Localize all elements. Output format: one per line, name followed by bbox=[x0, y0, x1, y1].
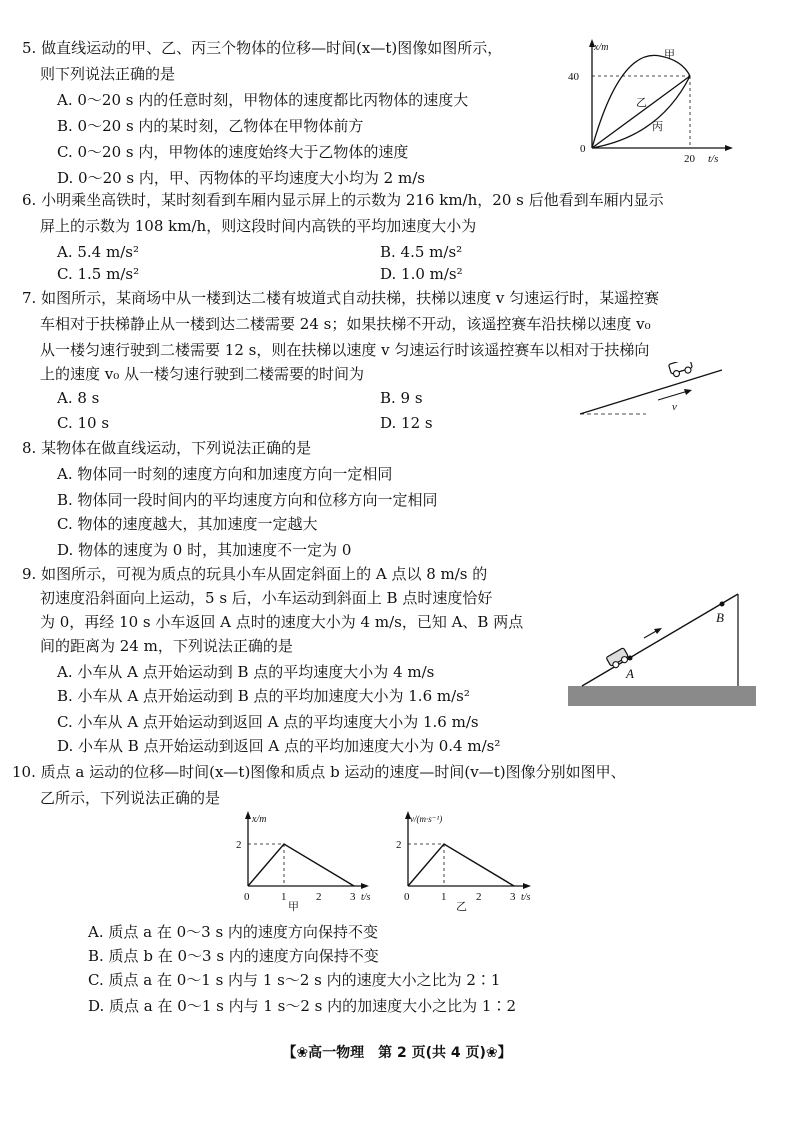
q7-option-b: B. 9 s bbox=[380, 389, 423, 407]
q7-stem-line1: 7. 如图所示，某商场中从一楼到达二楼有坡道式自动扶梯，扶梯以速度 v 匀速运行时，某遥控赛 bbox=[22, 289, 660, 307]
q5-label-jia: 甲 bbox=[664, 49, 675, 61]
q5-stem-line2: 则下列说法正确的是 bbox=[40, 65, 176, 83]
q6-option-b: B. 4.5 m/s² bbox=[380, 243, 463, 261]
q10-option-b: B. 质点 b 在 0～3 s 内的速度方向保持不变 bbox=[88, 947, 379, 965]
q10-yi-caption: 乙 bbox=[456, 901, 467, 912]
q6-stem-line1: 6. 小明乘坐高铁时，某时刻看到车厢内显示屏上的示数为 216 km/h，20 s 后他看到车厢内显示 bbox=[22, 191, 664, 209]
q8-option-d: D. 物体的速度为 0 时，其加速度不一定为 0 bbox=[57, 541, 352, 559]
q9-option-d: D. 小车从 B 点开始运动到返回 A 点的平均加速度大小为 0.4 m/s² bbox=[57, 737, 501, 755]
q10-option-c: C. 质点 a 在 0～1 s 内与 1 s～2 s 内的速度大小之比为 2∶1 bbox=[88, 971, 501, 989]
q5-label-yi: 乙 bbox=[636, 97, 647, 109]
q5-x20-tick: 20 bbox=[684, 153, 695, 165]
q5-option-c: C. 0～20 s 内，甲物体的速度始终大于乙物体的速度 bbox=[57, 143, 409, 161]
q10-option-d: D. 质点 a 在 0～1 s 内与 1 s～2 s 内的加速度大小之比为 1∶2 bbox=[88, 997, 517, 1015]
q10-jia-t1: 1 bbox=[281, 891, 287, 903]
q8-option-b: B. 物体同一段时间内的平均速度方向和位移方向一定相同 bbox=[57, 491, 438, 509]
q10-yi-t3: 3 bbox=[510, 891, 516, 903]
q6-stem-line2: 屏上的示数为 108 km/h，则这段时间内高铁的平均加速度大小为 bbox=[40, 217, 477, 235]
q7-escalator-figure bbox=[576, 362, 726, 418]
q9-option-b: B. 小车从 A 点开始运动到 B 点的平均加速度大小为 1.6 m/s² bbox=[57, 687, 470, 705]
q8-option-a: A. 物体同一时刻的速度方向和加速度方向一定相同 bbox=[57, 465, 393, 483]
q7-stem-line2: 车相对于扶梯静止从一楼到达二楼需要 24 s；如果扶梯不开动，该遥控赛车沿扶梯以速度 v₀ bbox=[40, 315, 651, 333]
q10-option-a: A. 质点 a 在 0～3 s 内的速度方向保持不变 bbox=[88, 923, 378, 941]
q8-option-c: C. 物体的速度越大，其加速度一定越大 bbox=[57, 515, 318, 533]
q10-jia-t3: 3 bbox=[350, 891, 356, 903]
q10-yi-y2: 2 bbox=[396, 839, 402, 851]
q10-yi-t2: 2 bbox=[476, 891, 482, 903]
q10-jia-caption: 甲 bbox=[288, 901, 299, 912]
q10-jia-y2: 2 bbox=[236, 839, 242, 851]
page-footer: 【❀高一物理 第 2 页(共 4 页)❀】 bbox=[282, 1045, 512, 1061]
q10-graph-yi bbox=[390, 808, 540, 912]
q9-point-b-label: B bbox=[716, 610, 724, 625]
q10-graph-jia bbox=[228, 808, 378, 912]
q5-option-a: A. 0～20 s 内的任意时刻，甲物体的速度都比丙物体的速度大 bbox=[57, 91, 469, 109]
q5-label-bing: 丙 bbox=[652, 121, 663, 133]
q5-y40-tick: 40 bbox=[568, 71, 579, 83]
q10-stem-line2: 乙所示，下列说法正确的是 bbox=[40, 789, 221, 807]
q5-stem-line1: 5. 做直线运动的甲、乙、丙三个物体的位移—时间(x—t)图像如图所示， bbox=[22, 39, 503, 57]
q9-stem-line1: 9. 如图所示，可视为质点的玩具小车从固定斜面上的 A 点以 8 m/s 的 bbox=[22, 565, 488, 583]
q7-stem-line3: 从一楼匀速行驶到二楼需要 12 s，则在扶梯以速度 v 匀速运行时该遥控赛车以相对于扶梯向 bbox=[40, 341, 650, 359]
q9-stem-line3: 为 0，再经 10 s 小车返回 A 点时的速度大小为 4 m/s，已知 A、B 两点 bbox=[40, 613, 524, 631]
q7-option-c: C. 10 s bbox=[57, 414, 110, 432]
q7-race-car-icon bbox=[668, 362, 693, 378]
q10-yi-xlabel: t/s bbox=[521, 892, 531, 903]
q9-point-a-label: A bbox=[626, 666, 634, 681]
q5-ylabel: x/m bbox=[594, 42, 609, 53]
q5-xlabel: t/s bbox=[708, 153, 719, 165]
q7-stem-line4: 上的速度 v₀ 从一楼匀速行驶到二楼需要的时间为 bbox=[40, 365, 365, 383]
q9-incline-figure bbox=[566, 586, 758, 710]
q5-option-d: D. 0～20 s 内，甲、丙物体的平均速度大小均为 2 m/s bbox=[57, 169, 425, 187]
q9-stem-line2: 初速度沿斜面向上运动，5 s 后，小车运动到斜面上 B 点时速度恰好 bbox=[40, 589, 493, 607]
q5-option-b: B. 0～20 s 内的某时刻，乙物体在甲物体前方 bbox=[57, 117, 364, 135]
q10-jia-origin: 0 bbox=[244, 891, 250, 903]
q10-yi-origin: 0 bbox=[404, 891, 410, 903]
q6-option-d: D. 1.0 m/s² bbox=[380, 265, 463, 283]
q7-option-a: A. 8 s bbox=[57, 389, 100, 407]
q8-stem: 8. 某物体在做直线运动，下列说法正确的是 bbox=[22, 439, 312, 457]
q9-option-a: A. 小车从 A 点开始运动到 B 点的平均速度大小为 4 m/s bbox=[57, 663, 435, 681]
q10-yi-t1: 1 bbox=[441, 891, 447, 903]
q7-v-label: v bbox=[672, 401, 677, 413]
q9-stem-line4: 间的距离为 24 m，下列说法正确的是 bbox=[40, 637, 293, 655]
q5-xt-graph bbox=[560, 36, 740, 166]
q10-jia-xlabel: t/s bbox=[361, 892, 371, 903]
q9-option-c: C. 小车从 A 点开始运动到返回 A 点的平均速度大小为 1.6 m/s bbox=[57, 713, 479, 731]
q10-stem-line1: 10. 质点 a 运动的位移—时间(x—t)图像和质点 b 运动的速度—时间(v—t)图像分别如图甲、 bbox=[12, 763, 626, 781]
q10-yi-ylabel: v/(m·s⁻¹) bbox=[410, 814, 443, 824]
q10-jia-t2: 2 bbox=[316, 891, 322, 903]
q7-option-d: D. 12 s bbox=[380, 414, 433, 432]
q6-option-a: A. 5.4 m/s² bbox=[57, 243, 139, 261]
q10-jia-ylabel: x/m bbox=[252, 814, 267, 825]
q6-option-c: C. 1.5 m/s² bbox=[57, 265, 140, 283]
q5-origin: 0 bbox=[580, 143, 586, 155]
